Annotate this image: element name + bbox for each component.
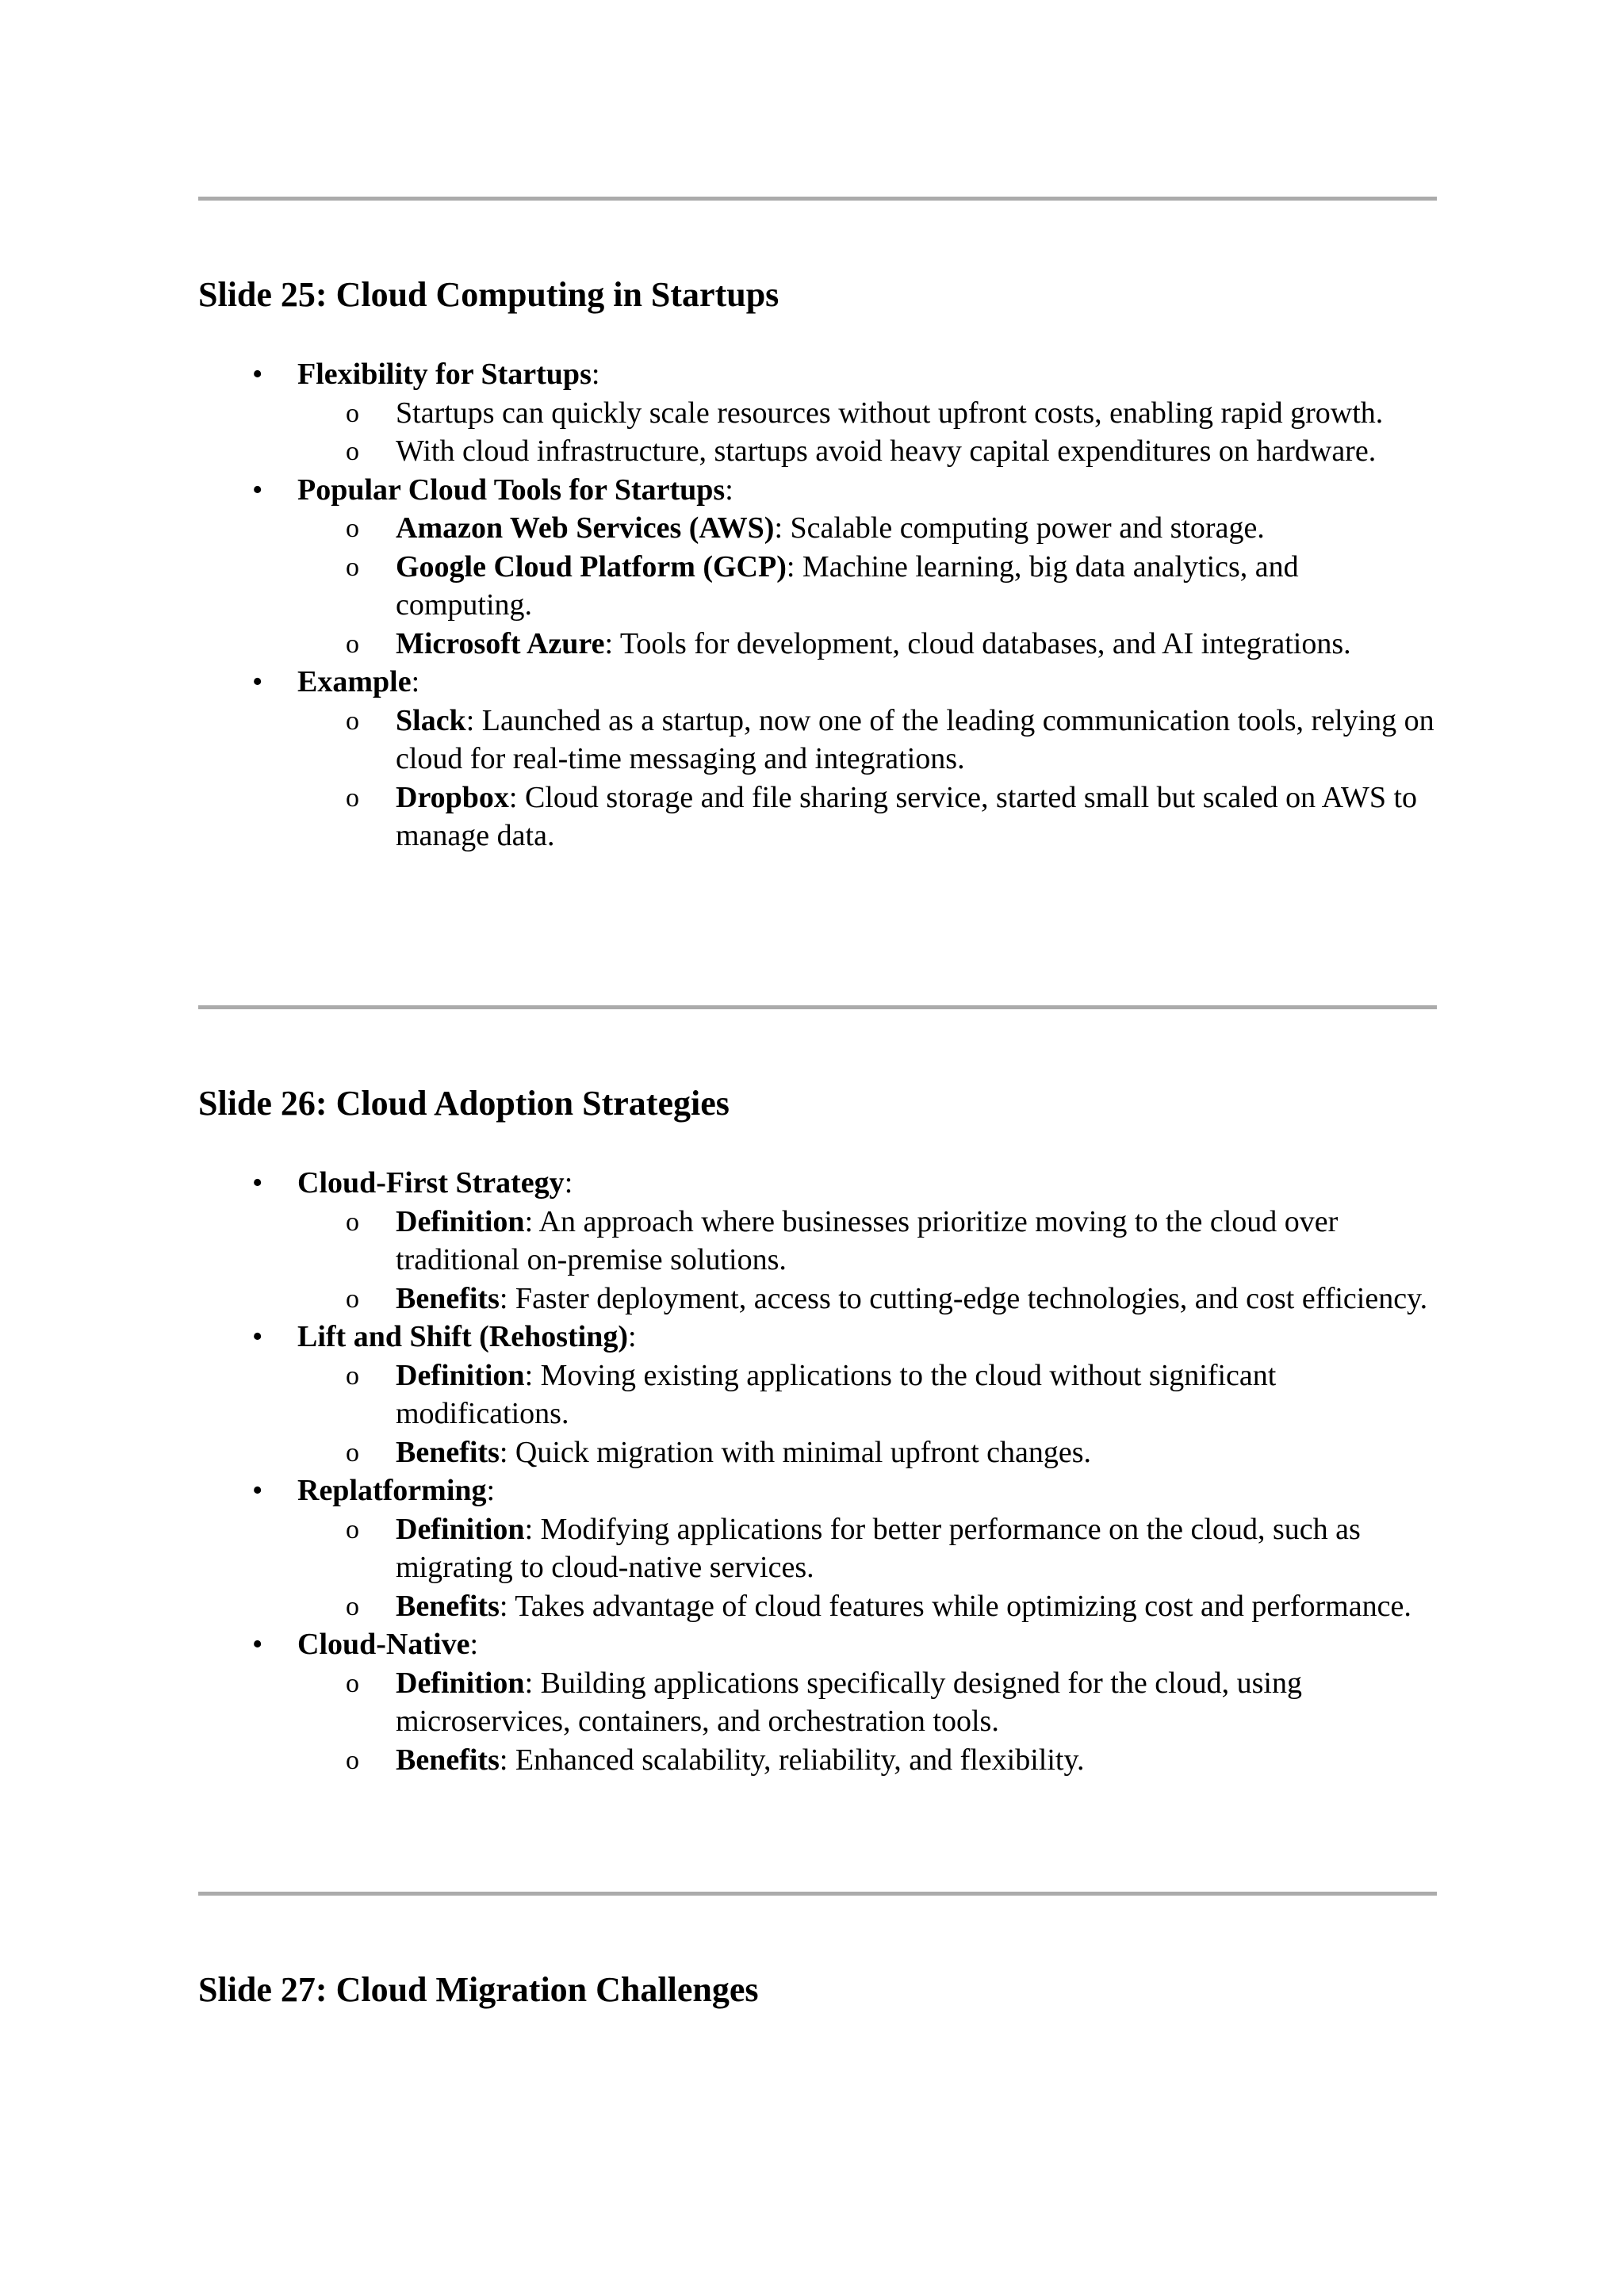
- bullet-list: [0, 355, 1624, 855]
- sub-list-item: [0, 625, 1624, 664]
- sub-item-term: Definition: [396, 1512, 525, 1546]
- sub-item-term: Benefits: [396, 1743, 500, 1777]
- sub-item-term: Benefits: [396, 1281, 500, 1315]
- sub-item-term: Google Cloud Platform (GCP): [396, 549, 787, 584]
- sub-bullet-marker: o: [346, 1360, 359, 1391]
- sub-list-item: [0, 702, 1624, 779]
- bullet-label: Cloud-First Strategy: [297, 1166, 565, 1200]
- horizontal-rule: [198, 1892, 1437, 1896]
- sub-item-term: Slack: [396, 703, 466, 737]
- sub-bullet-marker: o: [346, 1668, 359, 1698]
- colon: :: [628, 1320, 637, 1353]
- bullet-label: Lift and Shift (Rehosting): [297, 1320, 628, 1353]
- sub-item-text: : Quick migration with minimal upfront changes.: [499, 1435, 1092, 1469]
- sub-item-text: : Modifying applications for better performance on the cloud, such as migrating to cloud-native services.: [396, 1512, 1361, 1584]
- sub-list-item: [0, 1741, 1624, 1780]
- list-item: [0, 355, 1624, 394]
- sub-list-item: [0, 432, 1624, 471]
- sub-item-term: Amazon Web Services (AWS): [396, 511, 775, 545]
- sub-list-item: [0, 509, 1624, 548]
- colon: :: [486, 1474, 496, 1507]
- sub-item-term: Definition: [396, 1204, 525, 1238]
- sub-list-item: [0, 1587, 1624, 1626]
- sub-list-item: [0, 779, 1624, 855]
- sub-list-item: [0, 1664, 1624, 1741]
- sub-bullet-marker: o: [346, 1207, 359, 1237]
- sub-bullet-marker: o: [346, 1437, 359, 1468]
- bullet-marker: •: [252, 473, 263, 507]
- list-item: [0, 1625, 1624, 1664]
- sub-item-text: : Machine learning, big data analytics, and computing.: [396, 549, 1299, 622]
- sub-item-term: Microsoft Azure: [396, 626, 605, 660]
- bullet-marker: •: [252, 1166, 263, 1200]
- sub-item-term: Definition: [396, 1666, 525, 1700]
- bullet-marker: •: [252, 1628, 263, 1661]
- sub-item-text: With cloud infrastructure, startups avoid heavy capital expenditures on hardware.: [396, 434, 1377, 468]
- list-item: [0, 471, 1624, 510]
- list-item: [0, 663, 1624, 702]
- horizontal-rule: [198, 1005, 1437, 1009]
- sub-list-item: [0, 1357, 1624, 1433]
- sub-bullet-marker: o: [346, 514, 359, 543]
- list-item: [0, 1318, 1624, 1357]
- list-item: [0, 1164, 1624, 1203]
- sub-bullet-marker: o: [346, 1591, 359, 1621]
- colon: :: [725, 473, 733, 507]
- sub-item-text: : Building applications specifically designed for the cloud, using microservices, containers, and orchestration tools.: [396, 1666, 1302, 1738]
- sub-bullet-marker: o: [346, 398, 359, 428]
- colon: :: [469, 1628, 479, 1661]
- bullet-marker: •: [252, 1320, 263, 1353]
- bullet-list: [0, 1164, 1624, 1779]
- bullet-label: Popular Cloud Tools for Startups: [297, 473, 726, 507]
- sub-list-item: [0, 1203, 1624, 1280]
- bullet-label: Example: [297, 665, 412, 698]
- sub-bullet-marker: o: [346, 1745, 359, 1775]
- sub-list-item: [0, 394, 1624, 433]
- bullet-label: Replatforming: [297, 1474, 487, 1507]
- sub-item-text: : Cloud storage and file sharing service, started small but scaled on AWS to manage data.: [396, 780, 1418, 852]
- sub-item-text: : Faster deployment, access to cutting-edge technologies, and cost efficiency.: [499, 1281, 1428, 1315]
- sub-item-text: : Launched as a startup, now one of the leading communication tools, relying on cloud for real-time messaging and integrations.: [396, 703, 1434, 775]
- sub-item-text: : Enhanced scalability, reliability, and flexibility.: [499, 1743, 1085, 1777]
- colon: :: [591, 358, 600, 391]
- sub-bullet-marker: o: [346, 437, 359, 466]
- bullet-label: Cloud-Native: [297, 1628, 470, 1661]
- sub-item-term: Definition: [396, 1358, 525, 1392]
- sub-list-item: [0, 548, 1624, 625]
- bullet-marker: •: [252, 358, 263, 391]
- sub-item-text: : Moving existing applications to the cloud without significant modifications.: [396, 1358, 1277, 1430]
- colon: :: [564, 1166, 573, 1200]
- sub-bullet-marker: o: [346, 1514, 359, 1544]
- sub-bullet-marker: o: [346, 1284, 359, 1314]
- bullet-marker: •: [252, 665, 263, 698]
- colon: :: [411, 665, 420, 698]
- sub-item-text: : An approach where businesses prioritize moving to the cloud over traditional on-premise solutions.: [396, 1204, 1339, 1276]
- bullet-marker: •: [252, 1474, 263, 1507]
- slide-title: Slide 25: Cloud Computing in Startups: [198, 275, 779, 314]
- sub-bullet-marker: o: [346, 629, 359, 659]
- sub-item-term: Benefits: [396, 1435, 500, 1469]
- bullet-label: Flexibility for Startups: [297, 358, 592, 391]
- horizontal-rule: [198, 197, 1437, 201]
- sub-item-text: : Tools for development, cloud databases, and AI integrations.: [604, 626, 1351, 660]
- sub-bullet-marker: o: [346, 783, 359, 813]
- slide-title: Slide 26: Cloud Adoption Strategies: [198, 1084, 730, 1123]
- sub-list-item: [0, 1280, 1624, 1318]
- sub-item-text: : Takes advantage of cloud features while optimizing cost and performance.: [499, 1589, 1411, 1623]
- list-item: [0, 1471, 1624, 1510]
- sub-item-term: Benefits: [396, 1589, 500, 1623]
- sub-item-term: Dropbox: [396, 780, 509, 814]
- sub-bullet-marker: o: [346, 706, 359, 736]
- slide-title: Slide 27: Cloud Migration Challenges: [198, 1970, 759, 2009]
- sub-list-item: [0, 1433, 1624, 1472]
- sub-item-text: Startups can quickly scale resources without upfront costs, enabling rapid growth.: [396, 396, 1384, 430]
- sub-list-item: [0, 1510, 1624, 1587]
- sub-item-text: : Scalable computing power and storage.: [774, 511, 1265, 545]
- sub-bullet-marker: o: [346, 552, 359, 582]
